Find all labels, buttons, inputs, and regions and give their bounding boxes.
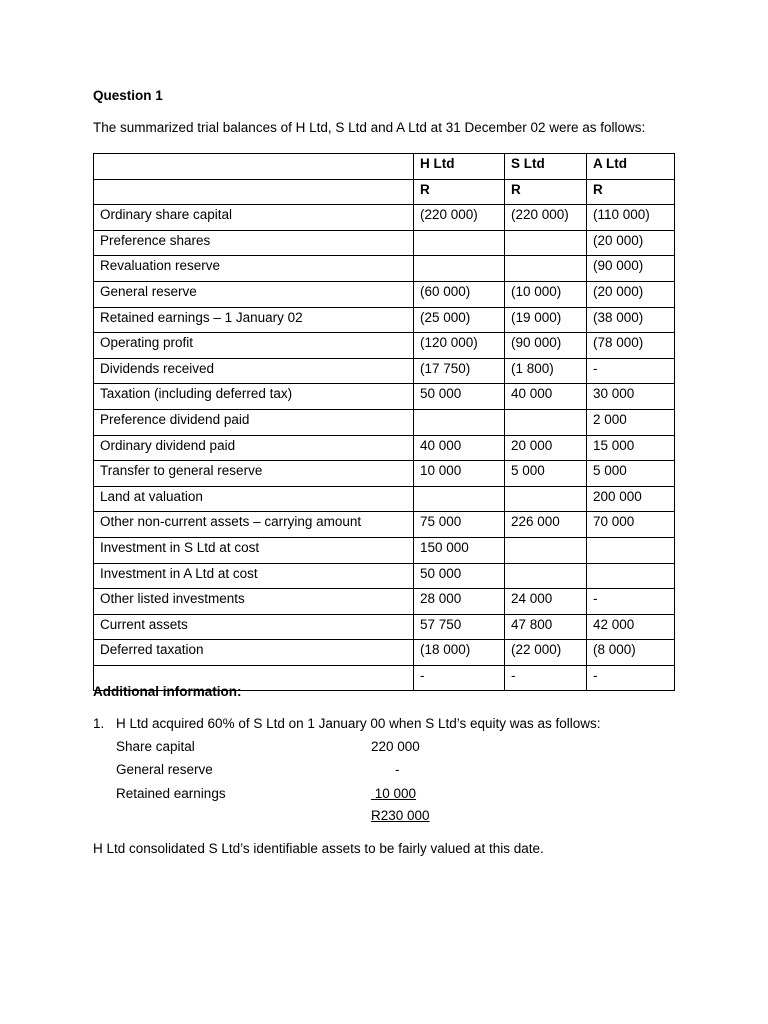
equity-total: R230 000 xyxy=(371,808,430,823)
row-value-cell xyxy=(414,230,505,256)
row-value-cell: 50 000 xyxy=(414,384,505,410)
row-value-cell: 2 000 xyxy=(587,409,675,435)
row-label-cell: Taxation (including deferred tax) xyxy=(94,384,414,410)
row-value-cell: 24 000 xyxy=(505,589,587,615)
question-heading: Question 1 xyxy=(93,88,163,103)
row-value-cell: 5 000 xyxy=(587,461,675,487)
table-row xyxy=(94,589,675,615)
row-value-cell: (25 000) xyxy=(414,307,505,333)
row-value-cell xyxy=(505,537,587,563)
row-value-cell xyxy=(414,486,505,512)
equity-label-share-capital: Share capital xyxy=(116,739,195,754)
row-label-cell: Investment in S Ltd at cost xyxy=(94,537,414,563)
trial-balance-table xyxy=(93,153,675,691)
row-label-cell: Operating profit xyxy=(94,333,414,359)
row-value-cell xyxy=(587,537,675,563)
row-value-cell: - xyxy=(587,358,675,384)
equity-value-retained-earnings: 10 000 xyxy=(371,786,417,801)
row-value-cell: 40 000 xyxy=(505,384,587,410)
row-value-cell xyxy=(505,256,587,282)
item-number: 1. xyxy=(93,716,105,731)
row-value-cell: 42 000 xyxy=(587,614,675,640)
row-value-cell: (110 000) xyxy=(587,205,675,231)
row-value-cell: (8 000) xyxy=(587,640,675,666)
currency-cell-h: R xyxy=(414,179,505,205)
table-row xyxy=(94,205,675,231)
table-row xyxy=(94,333,675,359)
table-row xyxy=(94,640,675,666)
currency-cell-a: R xyxy=(587,179,675,205)
row-label-cell: Other listed investments xyxy=(94,589,414,615)
table-row xyxy=(94,435,675,461)
table-row xyxy=(94,230,675,256)
row-value-cell: (1 800) xyxy=(505,358,587,384)
row-value-cell: - xyxy=(587,589,675,615)
row-label-cell: Other non-current assets – carrying amount xyxy=(94,512,414,538)
row-value-cell: (90 000) xyxy=(505,333,587,359)
row-label-cell: Preference shares xyxy=(94,230,414,256)
row-value-cell: (78 000) xyxy=(587,333,675,359)
table-header-row xyxy=(94,154,675,180)
row-value-cell: (120 000) xyxy=(414,333,505,359)
table-row xyxy=(94,461,675,487)
row-value-cell: 20 000 xyxy=(505,435,587,461)
table-row xyxy=(94,281,675,307)
table-row xyxy=(94,384,675,410)
row-label-cell: Ordinary share capital xyxy=(94,205,414,231)
row-label-cell: General reserve xyxy=(94,281,414,307)
table-row xyxy=(94,307,675,333)
trial-balance-body xyxy=(94,154,675,691)
row-value-cell: 50 000 xyxy=(414,563,505,589)
row-value-cell: 15 000 xyxy=(587,435,675,461)
row-value-cell: (22 000) xyxy=(505,640,587,666)
table-row xyxy=(94,537,675,563)
row-label-cell: Preference dividend paid xyxy=(94,409,414,435)
row-value-cell xyxy=(414,256,505,282)
header-cell-h-ltd: H Ltd xyxy=(414,154,505,180)
equity-value-share-capital: 220 000 xyxy=(371,739,420,754)
table-row xyxy=(94,563,675,589)
header-cell-a-ltd: A Ltd xyxy=(587,154,675,180)
row-value-cell: 10 000 xyxy=(414,461,505,487)
row-value-cell xyxy=(505,230,587,256)
item-text: H Ltd acquired 60% of S Ltd on 1 January 00 when S Ltd’s equity was as follows: xyxy=(116,716,601,731)
header-cell xyxy=(94,154,414,180)
row-value-cell: (10 000) xyxy=(505,281,587,307)
row-label-cell: Land at valuation xyxy=(94,486,414,512)
row-value-cell: (19 000) xyxy=(505,307,587,333)
row-value-cell: 40 000 xyxy=(414,435,505,461)
row-value-cell xyxy=(505,486,587,512)
row-value-cell: (38 000) xyxy=(587,307,675,333)
row-label-cell: Deferred taxation xyxy=(94,640,414,666)
row-value-cell: 47 800 xyxy=(505,614,587,640)
row-value-cell xyxy=(505,409,587,435)
row-value-cell: (18 000) xyxy=(414,640,505,666)
row-value-cell: (17 750) xyxy=(414,358,505,384)
table-currency-row xyxy=(94,179,675,205)
row-label-cell: Dividends received xyxy=(94,358,414,384)
row-label-cell: Transfer to general reserve xyxy=(94,461,414,487)
table-row xyxy=(94,256,675,282)
table-row xyxy=(94,614,675,640)
header-cell-s-ltd: S Ltd xyxy=(505,154,587,180)
row-label-cell: Ordinary dividend paid xyxy=(94,435,414,461)
row-value-cell: 226 000 xyxy=(505,512,587,538)
row-value-cell: - xyxy=(414,665,505,691)
intro-text: The summarized trial balances of H Ltd, S Ltd and A Ltd at 31 December 02 were as follows: xyxy=(93,120,646,135)
additional-heading: Additional information: xyxy=(93,684,242,699)
row-value-cell: 57 750 xyxy=(414,614,505,640)
row-value-cell: - xyxy=(505,665,587,691)
equity-value-general-reserve: - xyxy=(395,762,400,777)
row-value-cell: - xyxy=(587,665,675,691)
row-value-cell: (220 000) xyxy=(505,205,587,231)
row-value-cell: (20 000) xyxy=(587,281,675,307)
row-value-cell: 30 000 xyxy=(587,384,675,410)
row-label-cell: Current assets xyxy=(94,614,414,640)
table-row xyxy=(94,409,675,435)
row-value-cell: (20 000) xyxy=(587,230,675,256)
row-value-cell: 28 000 xyxy=(414,589,505,615)
equity-label-retained-earnings: Retained earnings xyxy=(116,786,226,801)
row-value-cell xyxy=(414,409,505,435)
table-row xyxy=(94,486,675,512)
row-label-cell: Retained earnings – 1 January 02 xyxy=(94,307,414,333)
note-text: H Ltd consolidated S Ltd’s identifiable assets to be fairly valued at this date. xyxy=(93,841,544,856)
row-value-cell: 150 000 xyxy=(414,537,505,563)
table-row xyxy=(94,512,675,538)
row-value-cell: 75 000 xyxy=(414,512,505,538)
currency-cell-s: R xyxy=(505,179,587,205)
row-value-cell: (90 000) xyxy=(587,256,675,282)
currency-cell xyxy=(94,179,414,205)
row-value-cell: (60 000) xyxy=(414,281,505,307)
row-value-cell: 200 000 xyxy=(587,486,675,512)
row-label-cell: Revaluation reserve xyxy=(94,256,414,282)
row-value-cell: 5 000 xyxy=(505,461,587,487)
row-value-cell: 70 000 xyxy=(587,512,675,538)
row-value-cell xyxy=(587,563,675,589)
row-value-cell: (220 000) xyxy=(414,205,505,231)
row-value-cell xyxy=(505,563,587,589)
row-label-cell: Investment in A Ltd at cost xyxy=(94,563,414,589)
equity-label-general-reserve: General reserve xyxy=(116,762,213,777)
table-row xyxy=(94,358,675,384)
